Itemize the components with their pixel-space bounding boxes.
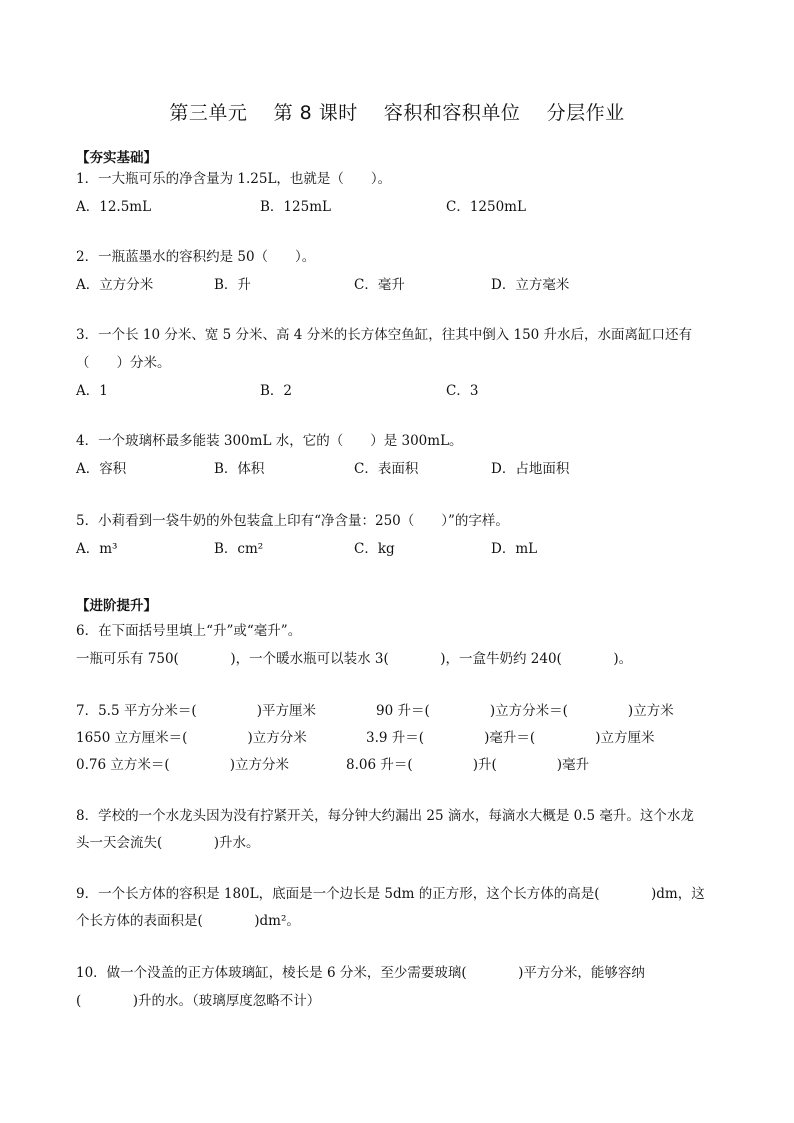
question-3-stem-line2: （ ）分米。: [76, 355, 171, 371]
question-1-stem: 1．一大瓶可乐的净含量为 1.25L，也就是（ ）。: [76, 171, 392, 187]
question-7-row2-left: 1650 立方厘米＝( )立方分米: [76, 730, 307, 746]
question-5-stem: 5．小莉看到一袋牛奶的外包装盒上印有“净含量：250（ ）”的字样。: [76, 513, 509, 529]
question-7-row3-left: 0.76 立方米＝( )立方分米: [76, 757, 289, 773]
question-3-option-b: B．2: [260, 383, 293, 399]
question-4-option-b: B．体积: [214, 461, 265, 477]
question-2-option-c: C．毫升: [354, 277, 405, 293]
page-title: 第三单元 第 8 课时 容积和容积单位 分层作业: [169, 102, 625, 124]
question-4-stem: 4．一个玻璃杯最多能装 300mL 水，它的（ ）是 300mL。: [76, 433, 463, 449]
section-heading-basic: 【夯实基础】: [76, 150, 157, 166]
question-10-line2: ( )升的水。（玻璃厚度忽略不计）: [76, 993, 321, 1009]
question-1-option-a: A．12.5mL: [76, 199, 152, 215]
question-3-stem-line1: 3．一个长 10 分米、宽 5 分米、高 4 分米的长方体空鱼缸，往其中倒入 150 升水后，水面离缸口还有: [76, 327, 693, 343]
question-7-row1-right: 90 升＝( )立方分米＝( )立方米: [376, 703, 674, 719]
question-1-option-b: B．125mL: [260, 199, 331, 215]
question-7-row2-right: 3.9 升＝( )毫升＝( )立方厘米: [366, 730, 655, 746]
question-6-stem: 6．在下面括号里填上“升”或“毫升”。: [76, 623, 302, 639]
question-4-option-c: C．表面积: [354, 461, 419, 477]
question-3-option-c: C．3: [446, 383, 479, 399]
question-5-option-b: B．cm²: [214, 541, 264, 557]
question-6-line: 一瓶可乐有 750( )，一个暖水瓶可以装水 3( )，一盒牛奶约 240( )。: [76, 651, 633, 667]
question-4-option-d: D．占地面积: [491, 461, 570, 477]
question-5-option-c: C．kg: [354, 541, 395, 557]
question-2-option-b: B．升: [214, 277, 251, 293]
question-7-row1-left: 7．5.5 平方分米＝( )平方厘米: [76, 703, 316, 719]
question-2-option-a: A．立方分米: [76, 277, 154, 293]
question-7-row3-right: 8.06 升＝( )升( )毫升: [346, 757, 590, 773]
section-heading-advanced: 【进阶提升】: [76, 598, 157, 614]
question-8-line2: 头一天会流失( )升水。: [76, 835, 260, 851]
question-1-option-c: C．1250mL: [446, 199, 526, 215]
question-2-option-d: D．立方毫米: [491, 277, 570, 293]
question-9-line2: 个长方体的表面积是( )dm²。: [76, 913, 300, 929]
question-9-line1: 9．一个长方体的容积是 180L，底面是一个边长是 5dm 的正方形，这个长方体的高是( )dm，这: [76, 886, 705, 902]
question-5-option-a: A．m³: [76, 541, 118, 557]
question-2-stem: 2．一瓶蓝墨水的容积约是 50（ ）。: [76, 249, 316, 265]
question-3-option-a: A．1: [76, 383, 108, 399]
question-8-line1: 8．学校的一个水龙头因为没有拧紧开关，每分钟大约漏出 25 滴水，每滴水大概是 0.5 毫升。这个水龙: [76, 808, 694, 824]
question-5-option-d: D．mL: [491, 541, 538, 557]
question-10-line1: 10．做一个没盖的正方体玻璃缸，棱长是 6 分米，至少需要玻璃( )平方分米，能够容纳: [76, 965, 645, 981]
question-4-option-a: A．容积: [76, 461, 127, 477]
